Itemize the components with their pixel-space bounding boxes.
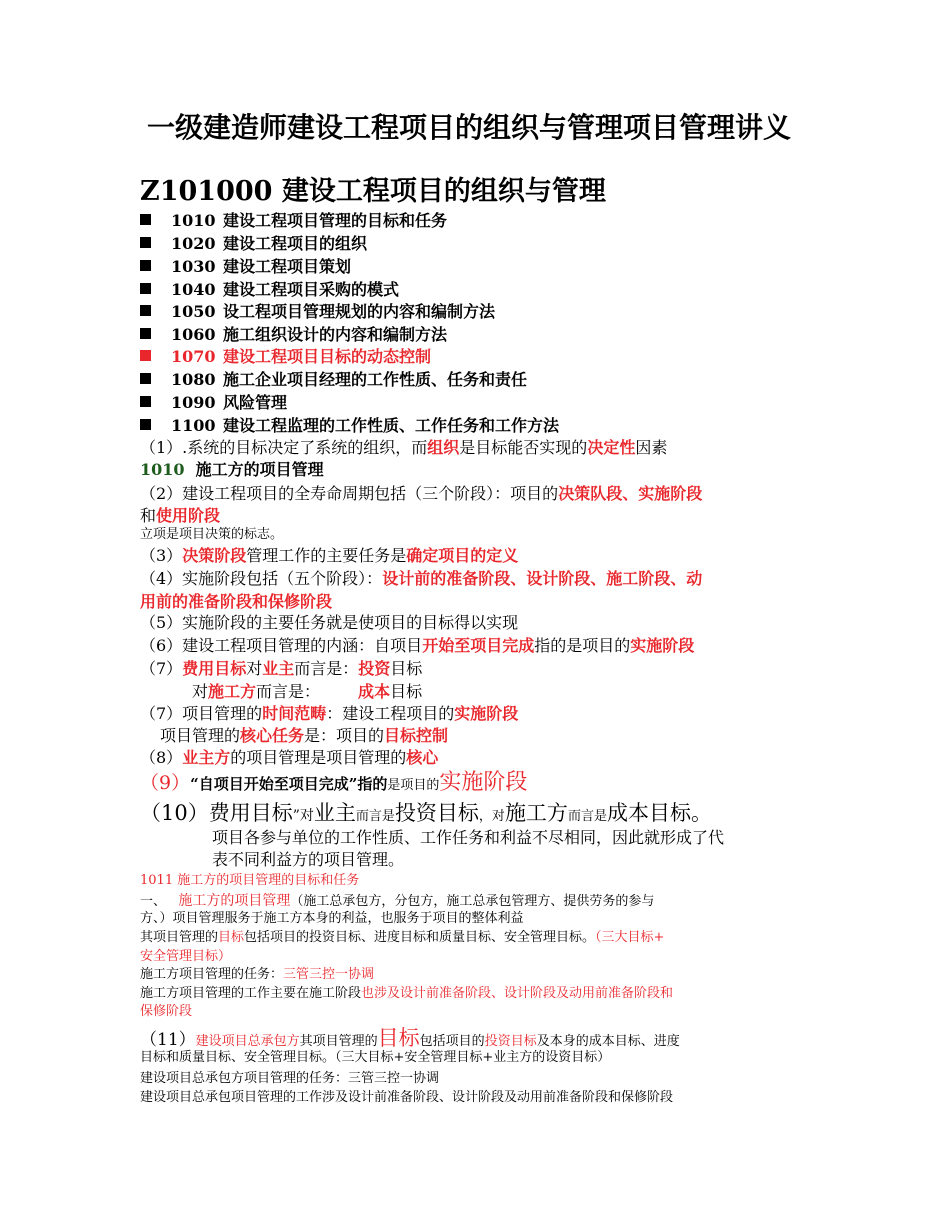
text: ”对 xyxy=(292,808,314,824)
paragraph-line: 保修阶段 xyxy=(140,1004,193,1019)
text: （4）实施阶段包括（五个阶段）： xyxy=(140,569,383,588)
toc-text: 建设工程监理的工作性质、工作任务和工作方法 xyxy=(223,416,560,435)
highlight-text: 目标 xyxy=(218,930,245,945)
subsection-number: 1010 xyxy=(140,460,185,479)
highlight-text: 投资 xyxy=(358,659,391,678)
highlight-text: （三大目标+ xyxy=(595,930,665,945)
paragraph-line xyxy=(140,705,518,723)
highlight-text: 决策队段 xyxy=(558,484,623,503)
text: （7）项目管理的 xyxy=(140,704,263,723)
toc-item xyxy=(140,394,287,412)
highlight-text: 实施阶段 xyxy=(454,704,519,723)
paragraph-line xyxy=(140,439,667,457)
highlight-text: 建设项目总承包方 xyxy=(195,1034,300,1049)
text: 施工方项目管理的工作主要在施工阶段 xyxy=(140,986,362,1001)
toc-item xyxy=(140,326,447,344)
paragraph-line xyxy=(140,485,702,503)
text: （2）建设工程项目的全寿命周期包括（三个阶段）：项目的 xyxy=(140,484,559,503)
bullet-square-icon xyxy=(140,350,151,361)
text: ：建设工程项目的 xyxy=(326,704,455,723)
highlight-text: 实施阶段 xyxy=(439,770,528,795)
paragraph-line: 建设项目总承包方项目管理的任务：三管三控一协调 xyxy=(140,1071,440,1086)
highlight-text: 费用目标 xyxy=(182,659,247,678)
text: 指的是项目的 xyxy=(534,636,631,655)
paragraph-line: 建设项目总承包项目管理的工作涉及设计前准备阶段、设计阶段及动用前准备阶段和保修阶段 xyxy=(140,1090,674,1105)
toc-item xyxy=(140,212,447,230)
paragraph-line xyxy=(140,931,664,946)
text: 成本目标 xyxy=(606,801,691,825)
paragraph-line: 目标和质量目标、安全管理目标。（三大目标+安全管理目标+业主方的设资目标） xyxy=(140,1050,611,1065)
bullet-square-icon xyxy=(140,214,151,225)
section-heading: Z101000 建设工程项目的组织与管理 xyxy=(140,176,606,207)
paragraph-line xyxy=(140,987,673,1002)
highlight-text: 确定项目的定义 xyxy=(406,546,519,565)
text: 其项目管理的 xyxy=(299,1034,378,1049)
highlight-text: （9） xyxy=(140,772,191,794)
highlight-text: 成本 xyxy=(358,682,391,701)
paragraph-line xyxy=(140,770,527,795)
toc-text: 风险管理 xyxy=(223,393,288,412)
toc-number: 1030 xyxy=(171,257,216,276)
highlight-text: 决策阶段 xyxy=(182,546,247,565)
highlight-text: 三管三控一协调 xyxy=(283,967,375,982)
text: （施工总承包方，分包方，施工总承包管理方、提供劳务的参与 xyxy=(290,894,655,909)
toc-number: 1100 xyxy=(171,416,216,435)
toc-number: 1070 xyxy=(171,347,216,366)
text: 其项目管理的 xyxy=(140,930,219,945)
toc-number: 1040 xyxy=(171,280,216,299)
toc-text: 建设工程项目的组织 xyxy=(223,234,368,253)
toc-number: 1080 xyxy=(171,370,216,389)
bullet-square-icon xyxy=(140,373,151,384)
toc-text: 建设工程项目目标的动态控制 xyxy=(223,347,432,366)
toc-item-highlighted xyxy=(140,348,431,366)
subsection-heading-1011: 1011 施工方的项目管理的目标和任务 xyxy=(140,873,360,888)
paragraph-line xyxy=(140,749,438,767)
text: 而言是 xyxy=(355,809,395,824)
subsection-title: 施工方的项目管理 xyxy=(195,460,324,479)
text: 管理工作的主要任务是 xyxy=(246,546,407,565)
highlight-text: 组织 xyxy=(427,438,460,457)
highlight-text: 业主 xyxy=(262,659,295,678)
paragraph-line: 项目各参与单位的工作性质、工作任务和利益不尽相同，因此就形成了代 xyxy=(212,828,725,847)
toc-text: 施工企业项目经理的工作性质、任务和责任 xyxy=(223,370,528,389)
text: 施工方 xyxy=(504,801,568,825)
paragraph-line xyxy=(140,660,422,678)
bullet-square-icon xyxy=(140,396,151,407)
document-title: 一级建造师建设工程项目的组织与管理项目管理讲义 xyxy=(147,111,792,144)
highlight-text: 时间范畴 xyxy=(262,704,327,723)
paragraph-line: 立项是项目决策的标志。 xyxy=(140,527,284,542)
subsection-heading xyxy=(140,461,324,479)
toc-text: 建设工程项目管理的目标和任务 xyxy=(223,211,448,230)
highlight-text: 设计前的准备阶段、设计阶段、施工阶段、动 xyxy=(382,569,703,588)
highlight-text: 投资目标 xyxy=(484,1034,537,1049)
highlight-text: 、 xyxy=(622,484,639,503)
text: 对 xyxy=(192,682,209,701)
paragraph-line: 用前的准备阶段和保修阶段 xyxy=(140,592,333,611)
bullet-square-icon xyxy=(140,283,151,294)
toc-item xyxy=(140,235,367,253)
text: 和 xyxy=(140,506,157,525)
toc-number: 1060 xyxy=(171,325,216,344)
highlight-text: 核心任务 xyxy=(240,726,305,745)
highlight-text: 施工方 xyxy=(208,682,257,701)
text: （11） xyxy=(140,1030,196,1050)
text: （6）建设工程项目管理的内涵：自项目 xyxy=(140,636,423,655)
toc-item xyxy=(140,371,527,389)
paragraph-line xyxy=(140,1026,680,1051)
text: 而言是 xyxy=(567,809,607,824)
toc-number: 1090 xyxy=(171,393,216,412)
toc-item xyxy=(140,417,559,435)
text: 因素 xyxy=(635,438,668,457)
toc-number: 1020 xyxy=(171,234,216,253)
text: 目标 xyxy=(390,682,423,701)
text: 对 xyxy=(246,659,263,678)
paragraph-line xyxy=(140,547,518,565)
bullet-square-icon xyxy=(140,237,151,248)
text: 是目标能否实现的 xyxy=(459,438,588,457)
paragraph-line xyxy=(140,507,220,525)
paragraph-line xyxy=(140,570,702,588)
text: 的项目管理是项目管理的 xyxy=(230,748,407,767)
text: 而言是： xyxy=(294,659,359,678)
highlight-text: 目标 xyxy=(377,1026,420,1050)
bullet-square-icon xyxy=(140,328,151,339)
text: 项目管理的 xyxy=(160,726,241,745)
text: 是：项目的 xyxy=(304,726,385,745)
bullet-square-icon xyxy=(140,305,151,316)
paragraph-line: 方、）项目管理服务于施工方本身的利益，也服务于项目的整体利益 xyxy=(140,911,524,926)
text: ，对 xyxy=(478,809,505,824)
toc-number: 1050 xyxy=(171,302,216,321)
text: 而言是： xyxy=(256,682,321,701)
highlight-text: 开始至项目完成 xyxy=(422,636,535,655)
toc-item xyxy=(140,303,495,321)
text: 及本身的成本目标、进度 xyxy=(536,1034,680,1049)
paragraph-line: （5）实施阶段的主要任务就是使项目的目标得以实现 xyxy=(140,613,519,632)
paragraph-line xyxy=(140,801,712,825)
text: 施工方项目管理的任务： xyxy=(140,967,284,982)
toc-text: 建设工程项目采购的模式 xyxy=(223,280,400,299)
toc-number: 1010 xyxy=(171,211,216,230)
toc-text: 建设工程项目策划 xyxy=(223,257,352,276)
paragraph-line xyxy=(160,727,448,745)
text: 业主 xyxy=(313,801,356,825)
text: 包括项目的 xyxy=(419,1034,485,1049)
highlight-text: 实施阶段 xyxy=(630,636,695,655)
highlight-text: 施工方的项目管理 xyxy=(178,893,291,909)
highlight-text: 目标控制 xyxy=(384,726,449,745)
paragraph-line xyxy=(192,683,422,701)
text: 投资目标 xyxy=(394,801,479,825)
text: “自项目开始至项目完成”指的 xyxy=(190,775,388,793)
highlight-text: 决定性 xyxy=(587,438,636,457)
toc-text: 施工组织设计的内容和编制方法 xyxy=(223,325,448,344)
bullet-square-icon xyxy=(140,419,151,430)
text: 目标 xyxy=(390,659,423,678)
text: 是项目的 xyxy=(387,778,440,793)
text: （1）.系统的目标决定了系统的组织，而 xyxy=(140,438,428,457)
paragraph-line: 安全管理目标） xyxy=(140,949,232,964)
paragraph-line xyxy=(140,637,694,655)
highlight-text: 核心 xyxy=(406,748,439,767)
bullet-square-icon xyxy=(140,260,151,271)
text: 。 xyxy=(690,801,712,825)
paragraph-line xyxy=(140,968,374,983)
text: 包括项目的投资目标、进度目标和质量目标、安全管理目标。 xyxy=(244,930,596,945)
text: （3） xyxy=(140,546,183,565)
text: （8） xyxy=(140,748,183,767)
text: （10）费用目标 xyxy=(140,801,293,825)
toc-item xyxy=(140,281,399,299)
highlight-text: 使用阶段 xyxy=(156,506,221,525)
toc-text: 设工程项目管理规划的内容和编制方法 xyxy=(223,302,496,321)
paragraph-line: 表不同利益方的项目管理。 xyxy=(212,850,405,869)
paragraph-line xyxy=(140,893,654,910)
toc-item xyxy=(140,258,351,276)
highlight-text: 业主方 xyxy=(182,748,231,767)
text: （7） xyxy=(140,659,183,678)
highlight-text: 实施阶段 xyxy=(638,484,703,503)
text: 一、 xyxy=(140,894,171,909)
highlight-text: 也涉及设计前准备阶段、设计阶段及动用前准备阶段和 xyxy=(361,986,674,1001)
